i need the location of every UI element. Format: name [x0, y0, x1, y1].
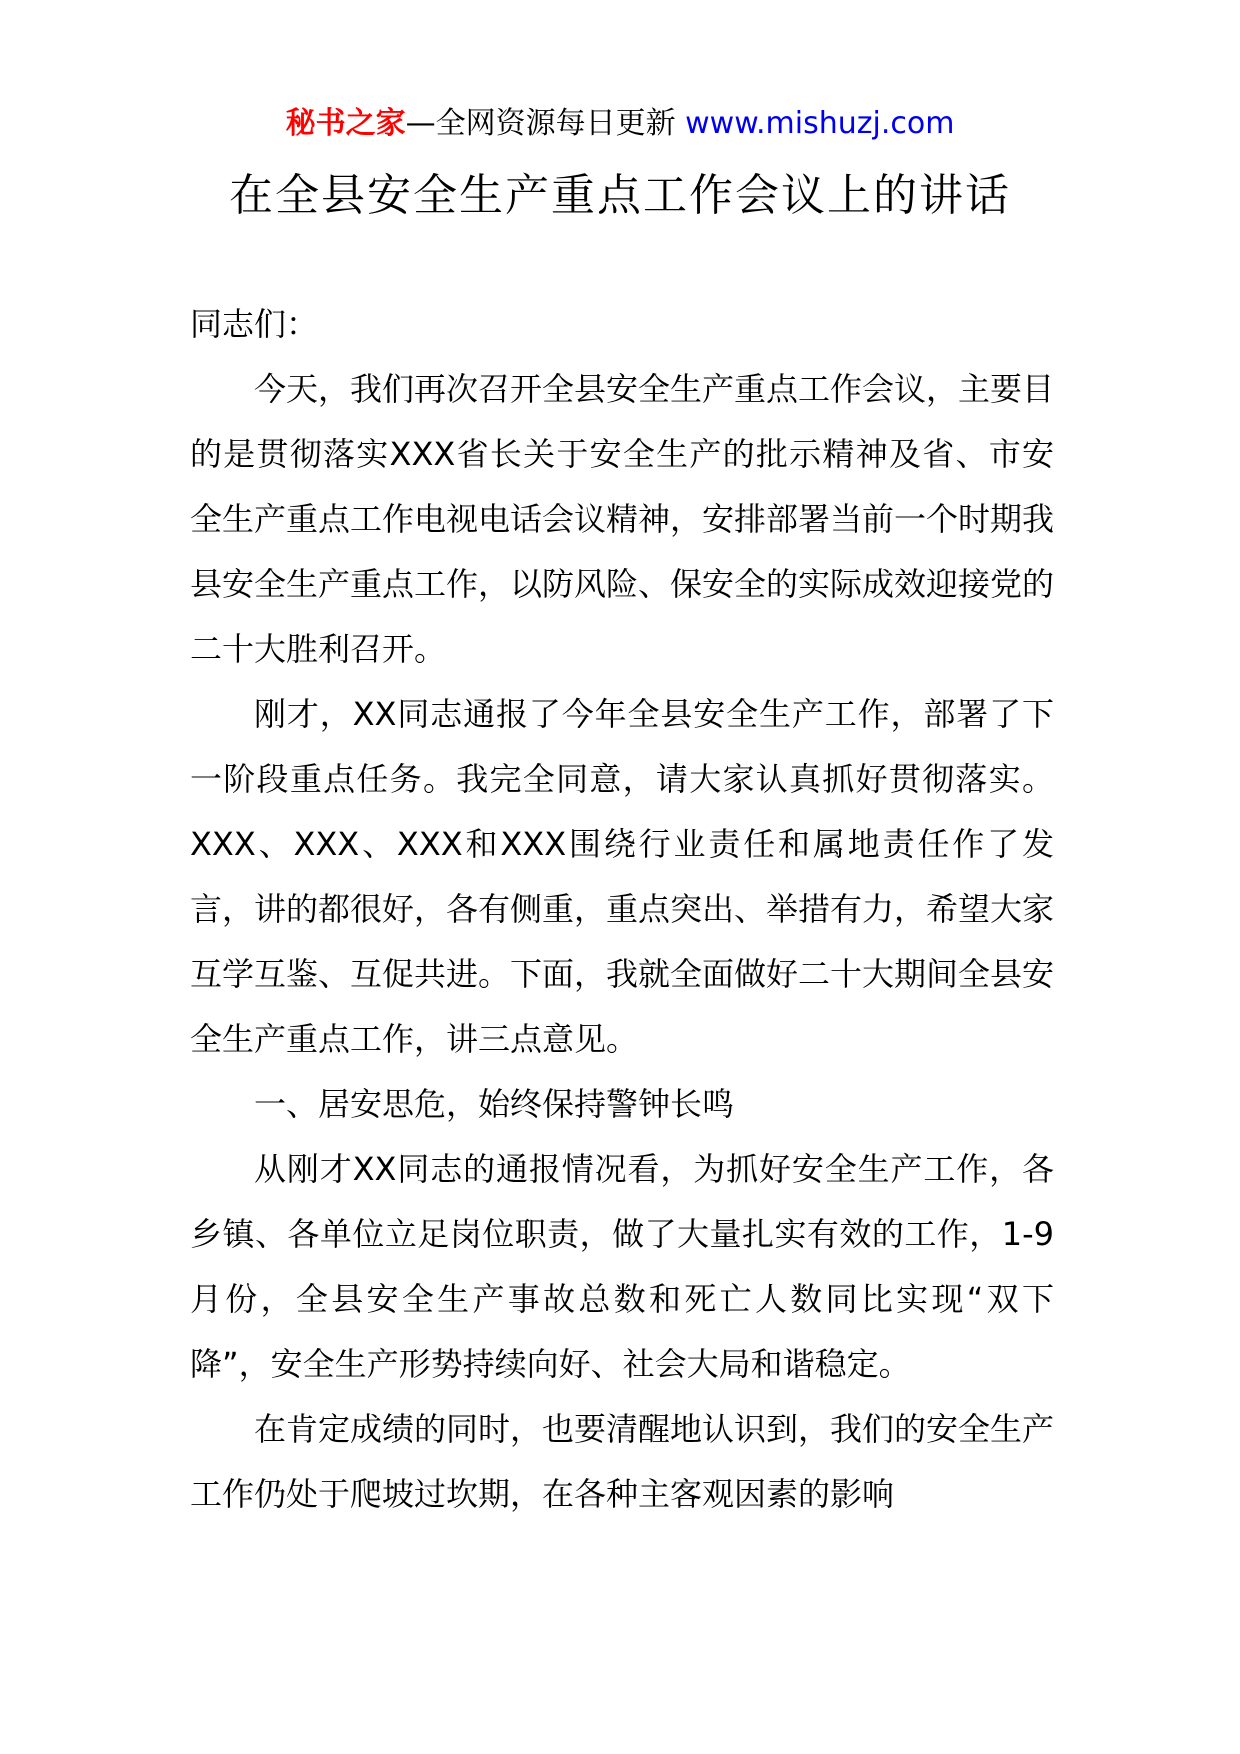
document-title: 在全县安全生产重点工作会议上的讲话 — [229, 170, 1011, 221]
salutation: 同志们： — [190, 305, 319, 343]
brand-name: 秘书之家 — [285, 106, 406, 141]
website-link[interactable]: www.mishuzj.com — [685, 106, 955, 141]
header-slogan: —全网资源每日更新 — [405, 106, 686, 141]
document-body — [190, 292, 1054, 1527]
paragraph: 今天，我们再次召开全县安全生产重点工作会议，主要目的是贯彻落实XXX省长关于安全生产的批示精神及省、市安全生产重点工作电视电话会议精神，安排部署当前一个时期我县安全生产重点工作，以防风险、保安全的实际成效迎接党的二十大胜利召开。 — [190, 370, 1055, 668]
section-heading: 一、居安思危，始终保持警钟长鸣 — [254, 1085, 735, 1123]
site-header — [0, 104, 1240, 144]
paragraph: 从刚才XX同志的通报情况看，为抓好安全生产工作，各乡镇、各单位立足岗位职责，做了大量扎实有效的工作，1-9月份，全县安全生产事故总数和死亡人数同比实现“双下降”，安全生产形势持续向好、社会大局和谐稳定。 — [190, 1150, 1054, 1383]
paragraph: 在肯定成绩的同时，也要清醒地认识到，我们的安全生产工作仍处于爬坡过坎期，在各种主客观因素的影响 — [190, 1410, 1055, 1513]
paragraph: 刚才，XX同志通报了今年全县安全生产工作，部署了下一阶段重点任务。我完全同意，请大家认真抓好贯彻落实。XXX、XXX、XXX和XXX围绕行业责任和属地责任作了发言，讲的都很好，各有侧重，重点突出、举措有力，希望大家互学互鉴、互促共进。下面，我就全面做好二十大期间全县安全生产重点工作，讲三点意见。 — [190, 695, 1055, 1058]
